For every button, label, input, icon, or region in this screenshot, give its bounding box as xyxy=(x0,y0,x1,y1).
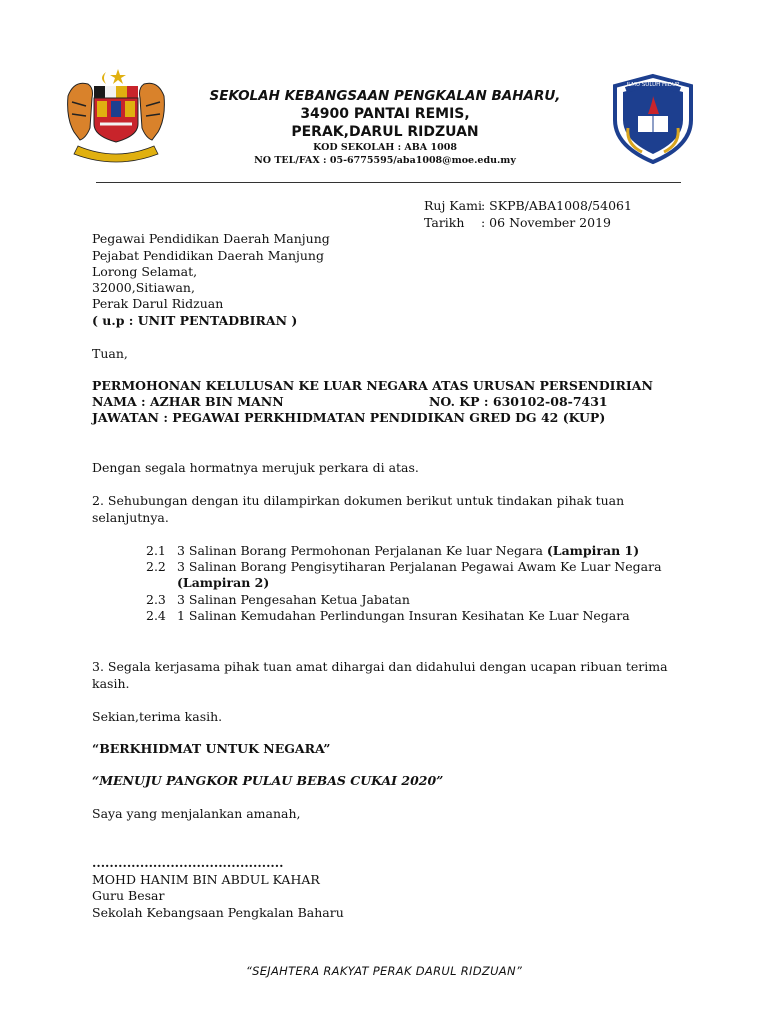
signatory-school: Sekolah Kebangsaan Pengkalan Baharu xyxy=(92,905,344,920)
signatory-name: MOHD HANIM BIN ABDUL KAHAR xyxy=(92,872,320,887)
list-item-continuation: (Lampiran 2) xyxy=(177,575,270,590)
subject-nokp: NO. KP : 630102-08-7431 xyxy=(429,394,608,409)
school-state-line: PERAK,DARUL RIDZUAN xyxy=(291,124,479,140)
footer-motto: “SEJAHTERA RAKYAT PERAK DARUL RIDZUAN” xyxy=(245,964,523,978)
list-item: 3 Salinan Borang Permohonan Perjalanan Ke luar Negara (Lampiran 1) xyxy=(177,543,640,558)
recipient-line: Pejabat Pendidikan Daerah Manjung xyxy=(92,248,324,263)
recipient-line: Perak Darul Ridzuan xyxy=(92,296,224,311)
recipient-line: Lorong Selamat, xyxy=(92,264,198,279)
list-item-number: 2.4 xyxy=(146,608,166,623)
school-logo xyxy=(604,70,702,166)
tarikh-label: Tarikh xyxy=(424,215,465,230)
closing: Sekian,terima kasih. xyxy=(92,709,223,724)
motto-pangkor: “MENUJU PANGKOR PULAU BEBAS CUKAI 2020” xyxy=(92,773,444,788)
paragraph-1: Dengan segala hormatnya merujuk perkara di atas. xyxy=(92,460,419,475)
tarikh-value: : 06 November 2019 xyxy=(481,215,611,230)
list-item-number: 2.2 xyxy=(146,559,166,574)
subject-title: PERMOHONAN KELULUSAN KE LUAR NEGARA ATAS URUSAN PERSENDIRIAN xyxy=(92,378,653,393)
paragraph-3-line-1: 3. Segala kerjasama pihak tuan amat dihargai dan didahului dengan ucapan ribuan terima xyxy=(92,659,668,674)
paragraph-2-line-2: selanjutnya. xyxy=(92,510,169,525)
list-item-number: 2.1 xyxy=(146,543,166,558)
ruj-value: : SKPB/ABA1008/54061 xyxy=(481,198,632,213)
recipient-line: Pegawai Pendidikan Daerah Manjung xyxy=(92,231,330,246)
school-code: KOD SEKOLAH : ABA 1008 xyxy=(313,142,457,153)
list-item: 3 Salinan Pengesahan Ketua Jabatan xyxy=(177,592,410,607)
signature-line: ............................................ xyxy=(92,855,284,870)
ruj-label: Ruj Kami xyxy=(424,198,482,213)
recipient-line: 32000,Sitiawan, xyxy=(92,280,195,295)
salutation: Tuan, xyxy=(92,346,128,361)
paragraph-3-line-2: kasih. xyxy=(92,676,130,691)
header-divider xyxy=(96,182,681,183)
list-item: 3 Salinan Borang Pengisytiharan Perjalanan Pegawai Awam Ke Luar Negara xyxy=(177,559,662,574)
amanah-line: Saya yang menjalankan amanah, xyxy=(92,806,301,821)
signatory-title: Guru Besar xyxy=(92,888,165,903)
school-name: SEKOLAH KEBANGSAAN PENGKALAN BAHARU, xyxy=(209,88,561,104)
subject-nama: NAMA : AZHAR BIN MANN xyxy=(92,394,284,409)
school-contact: NO TEL/FAX : 05-6775595/aba1008@moe.edu.my xyxy=(254,155,516,166)
school-logo-text: ILMU SULUH HIDUP xyxy=(626,82,680,88)
attention-line: ( u.p : UNIT PENTADBIRAN ) xyxy=(92,313,298,328)
coat-of-arms-logo xyxy=(60,66,172,164)
paragraph-2-line-1: 2. Sehubungan dengan itu dilampirkan dokumen berikut untuk tindakan pihak tuan xyxy=(92,493,625,508)
motto-berkhidmat: “BERKHIDMAT UNTUK NEGARA” xyxy=(92,741,331,756)
list-item: 1 Salinan Kemudahan Perlindungan Insuran Kesihatan Ke Luar Negara xyxy=(177,608,630,623)
list-item-number: 2.3 xyxy=(146,592,166,607)
school-address-line: 34900 PANTAI REMIS, xyxy=(300,106,470,122)
subject-jawatan: JAWATAN : PEGAWAI PERKHIDMATAN PENDIDIKAN GRED DG 42 (KUP) xyxy=(92,410,606,425)
